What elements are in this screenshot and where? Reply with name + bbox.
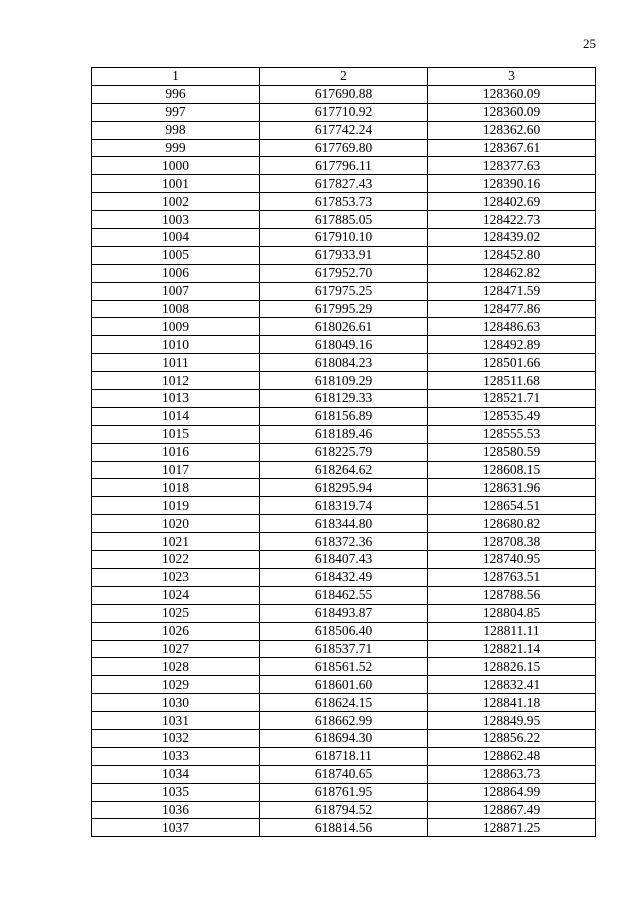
table-row xyxy=(92,729,596,747)
table-row xyxy=(92,783,596,801)
point-number-cell: 1021 xyxy=(92,533,260,551)
y-coordinate-cell: 128826.15 xyxy=(428,658,596,676)
x-coordinate-cell: 618718.11 xyxy=(260,747,428,765)
x-coordinate-cell: 617796.11 xyxy=(260,157,428,175)
point-number-cell: 1026 xyxy=(92,622,260,640)
y-coordinate-cell: 128871.25 xyxy=(428,819,596,837)
x-coordinate-cell: 618319.74 xyxy=(260,497,428,515)
table-row xyxy=(92,586,596,604)
y-coordinate-cell: 128492.89 xyxy=(428,336,596,354)
table-row xyxy=(92,264,596,282)
point-number-cell: 1024 xyxy=(92,586,260,604)
y-coordinate-cell: 128740.95 xyxy=(428,551,596,569)
table-row xyxy=(92,121,596,139)
x-coordinate-cell: 617827.43 xyxy=(260,175,428,193)
x-coordinate-cell: 618189.46 xyxy=(260,425,428,443)
point-number-cell: 1018 xyxy=(92,479,260,497)
y-coordinate-cell: 128708.38 xyxy=(428,533,596,551)
point-number-cell: 1019 xyxy=(92,497,260,515)
table-row xyxy=(92,103,596,121)
point-number-cell: 1027 xyxy=(92,640,260,658)
point-number-cell: 1037 xyxy=(92,819,260,837)
y-coordinate-cell: 128535.49 xyxy=(428,407,596,425)
y-coordinate-cell: 128788.56 xyxy=(428,586,596,604)
table-row xyxy=(92,622,596,640)
point-number-cell: 1036 xyxy=(92,801,260,819)
y-coordinate-cell: 128486.63 xyxy=(428,318,596,336)
table-row xyxy=(92,300,596,318)
x-coordinate-cell: 618601.60 xyxy=(260,676,428,694)
point-number-cell: 1013 xyxy=(92,390,260,408)
y-coordinate-cell: 128422.73 xyxy=(428,211,596,229)
table-row xyxy=(92,282,596,300)
table-body xyxy=(92,85,596,836)
table-row xyxy=(92,354,596,372)
y-coordinate-cell: 128862.48 xyxy=(428,747,596,765)
table-row xyxy=(92,246,596,264)
point-number-cell: 1016 xyxy=(92,443,260,461)
x-coordinate-cell: 617910.10 xyxy=(260,229,428,247)
table-row xyxy=(92,747,596,765)
x-coordinate-cell: 618084.23 xyxy=(260,354,428,372)
column-header: 2 xyxy=(260,68,428,86)
table-row xyxy=(92,604,596,622)
point-number-cell: 1006 xyxy=(92,264,260,282)
y-coordinate-cell: 128362.60 xyxy=(428,121,596,139)
point-number-cell: 997 xyxy=(92,103,260,121)
x-coordinate-cell: 617975.25 xyxy=(260,282,428,300)
table-row xyxy=(92,568,596,586)
point-number-cell: 1035 xyxy=(92,783,260,801)
y-coordinate-cell: 128471.59 xyxy=(428,282,596,300)
table-row xyxy=(92,175,596,193)
point-number-cell: 1011 xyxy=(92,354,260,372)
table-row xyxy=(92,712,596,730)
table-row xyxy=(92,157,596,175)
x-coordinate-cell: 618407.43 xyxy=(260,551,428,569)
table-row xyxy=(92,407,596,425)
page-number: 25 xyxy=(583,36,596,51)
table-row xyxy=(92,694,596,712)
table-row xyxy=(92,229,596,247)
y-coordinate-cell: 128360.09 xyxy=(428,85,596,103)
table-row xyxy=(92,390,596,408)
point-number-cell: 1005 xyxy=(92,246,260,264)
table-row xyxy=(92,85,596,103)
table-row xyxy=(92,425,596,443)
point-number-cell: 1034 xyxy=(92,765,260,783)
point-number-cell: 1007 xyxy=(92,282,260,300)
table-row xyxy=(92,479,596,497)
point-number-cell: 1003 xyxy=(92,211,260,229)
y-coordinate-cell: 128452.80 xyxy=(428,246,596,264)
point-number-cell: 1032 xyxy=(92,729,260,747)
x-coordinate-cell: 618761.95 xyxy=(260,783,428,801)
x-coordinate-cell: 617995.29 xyxy=(260,300,428,318)
point-number-cell: 1025 xyxy=(92,604,260,622)
table-row xyxy=(92,551,596,569)
y-coordinate-cell: 128501.66 xyxy=(428,354,596,372)
table-row xyxy=(92,443,596,461)
table-row xyxy=(92,801,596,819)
table-row xyxy=(92,139,596,157)
point-number-cell: 1001 xyxy=(92,175,260,193)
coordinates-table xyxy=(91,67,596,837)
x-coordinate-cell: 618049.16 xyxy=(260,336,428,354)
y-coordinate-cell: 128849.95 xyxy=(428,712,596,730)
x-coordinate-cell: 618026.61 xyxy=(260,318,428,336)
table-row xyxy=(92,318,596,336)
x-coordinate-cell: 618372.36 xyxy=(260,533,428,551)
point-number-cell: 1008 xyxy=(92,300,260,318)
y-coordinate-cell: 128763.51 xyxy=(428,568,596,586)
x-coordinate-cell: 618561.52 xyxy=(260,658,428,676)
point-number-cell: 1033 xyxy=(92,747,260,765)
y-coordinate-cell: 128608.15 xyxy=(428,461,596,479)
point-number-cell: 1000 xyxy=(92,157,260,175)
x-coordinate-cell: 618624.15 xyxy=(260,694,428,712)
point-number-cell: 1004 xyxy=(92,229,260,247)
table-row xyxy=(92,497,596,515)
column-header: 3 xyxy=(428,68,596,86)
x-coordinate-cell: 618662.99 xyxy=(260,712,428,730)
y-coordinate-cell: 128804.85 xyxy=(428,604,596,622)
table-row xyxy=(92,765,596,783)
y-coordinate-cell: 128511.68 xyxy=(428,372,596,390)
x-coordinate-cell: 617690.88 xyxy=(260,85,428,103)
y-coordinate-cell: 128439.02 xyxy=(428,229,596,247)
y-coordinate-cell: 128821.14 xyxy=(428,640,596,658)
point-number-cell: 1012 xyxy=(92,372,260,390)
y-coordinate-cell: 128867.49 xyxy=(428,801,596,819)
x-coordinate-cell: 618794.52 xyxy=(260,801,428,819)
point-number-cell: 1009 xyxy=(92,318,260,336)
table-row xyxy=(92,819,596,837)
point-number-cell: 1017 xyxy=(92,461,260,479)
table-row xyxy=(92,640,596,658)
y-coordinate-cell: 128631.96 xyxy=(428,479,596,497)
table-row xyxy=(92,461,596,479)
x-coordinate-cell: 618432.49 xyxy=(260,568,428,586)
x-coordinate-cell: 617742.24 xyxy=(260,121,428,139)
x-coordinate-cell: 618694.30 xyxy=(260,729,428,747)
y-coordinate-cell: 128863.73 xyxy=(428,765,596,783)
header-row xyxy=(92,68,596,86)
y-coordinate-cell: 128841.18 xyxy=(428,694,596,712)
point-number-cell: 1022 xyxy=(92,551,260,569)
y-coordinate-cell: 128864.99 xyxy=(428,783,596,801)
y-coordinate-cell: 128390.16 xyxy=(428,175,596,193)
y-coordinate-cell: 128580.59 xyxy=(428,443,596,461)
y-coordinate-cell: 128555.53 xyxy=(428,425,596,443)
x-coordinate-cell: 617885.05 xyxy=(260,211,428,229)
point-number-cell: 1002 xyxy=(92,193,260,211)
y-coordinate-cell: 128462.82 xyxy=(428,264,596,282)
x-coordinate-cell: 618295.94 xyxy=(260,479,428,497)
table-row xyxy=(92,658,596,676)
point-number-cell: 1031 xyxy=(92,712,260,730)
y-coordinate-cell: 128832.41 xyxy=(428,676,596,694)
x-coordinate-cell: 618264.62 xyxy=(260,461,428,479)
y-coordinate-cell: 128360.09 xyxy=(428,103,596,121)
x-coordinate-cell: 617710.92 xyxy=(260,103,428,121)
table-row xyxy=(92,372,596,390)
y-coordinate-cell: 128680.82 xyxy=(428,515,596,533)
point-number-cell: 1014 xyxy=(92,407,260,425)
y-coordinate-cell: 128856.22 xyxy=(428,729,596,747)
x-coordinate-cell: 617853.73 xyxy=(260,193,428,211)
point-number-cell: 1030 xyxy=(92,694,260,712)
x-coordinate-cell: 617952.70 xyxy=(260,264,428,282)
y-coordinate-cell: 128477.86 xyxy=(428,300,596,318)
point-number-cell: 998 xyxy=(92,121,260,139)
y-coordinate-cell: 128654.51 xyxy=(428,497,596,515)
point-number-cell: 1020 xyxy=(92,515,260,533)
point-number-cell: 1010 xyxy=(92,336,260,354)
table-row xyxy=(92,533,596,551)
x-coordinate-cell: 618344.80 xyxy=(260,515,428,533)
x-coordinate-cell: 617769.80 xyxy=(260,139,428,157)
point-number-cell: 1029 xyxy=(92,676,260,694)
point-number-cell: 1015 xyxy=(92,425,260,443)
x-coordinate-cell: 618814.56 xyxy=(260,819,428,837)
x-coordinate-cell: 618225.79 xyxy=(260,443,428,461)
x-coordinate-cell: 618129.33 xyxy=(260,390,428,408)
x-coordinate-cell: 618537.71 xyxy=(260,640,428,658)
x-coordinate-cell: 618109.29 xyxy=(260,372,428,390)
x-coordinate-cell: 618156.89 xyxy=(260,407,428,425)
y-coordinate-cell: 128367.61 xyxy=(428,139,596,157)
x-coordinate-cell: 618740.65 xyxy=(260,765,428,783)
point-number-cell: 1028 xyxy=(92,658,260,676)
x-coordinate-cell: 618493.87 xyxy=(260,604,428,622)
y-coordinate-cell: 128521.71 xyxy=(428,390,596,408)
column-header: 1 xyxy=(92,68,260,86)
y-coordinate-cell: 128811.11 xyxy=(428,622,596,640)
point-number-cell: 996 xyxy=(92,85,260,103)
x-coordinate-cell: 618506.40 xyxy=(260,622,428,640)
table-row xyxy=(92,211,596,229)
y-coordinate-cell: 128377.63 xyxy=(428,157,596,175)
table-header xyxy=(92,68,596,86)
table-row xyxy=(92,676,596,694)
x-coordinate-cell: 618462.55 xyxy=(260,586,428,604)
x-coordinate-cell: 617933.91 xyxy=(260,246,428,264)
point-number-cell: 1023 xyxy=(92,568,260,586)
table-row xyxy=(92,515,596,533)
table-row xyxy=(92,336,596,354)
y-coordinate-cell: 128402.69 xyxy=(428,193,596,211)
table-row xyxy=(92,193,596,211)
point-number-cell: 999 xyxy=(92,139,260,157)
